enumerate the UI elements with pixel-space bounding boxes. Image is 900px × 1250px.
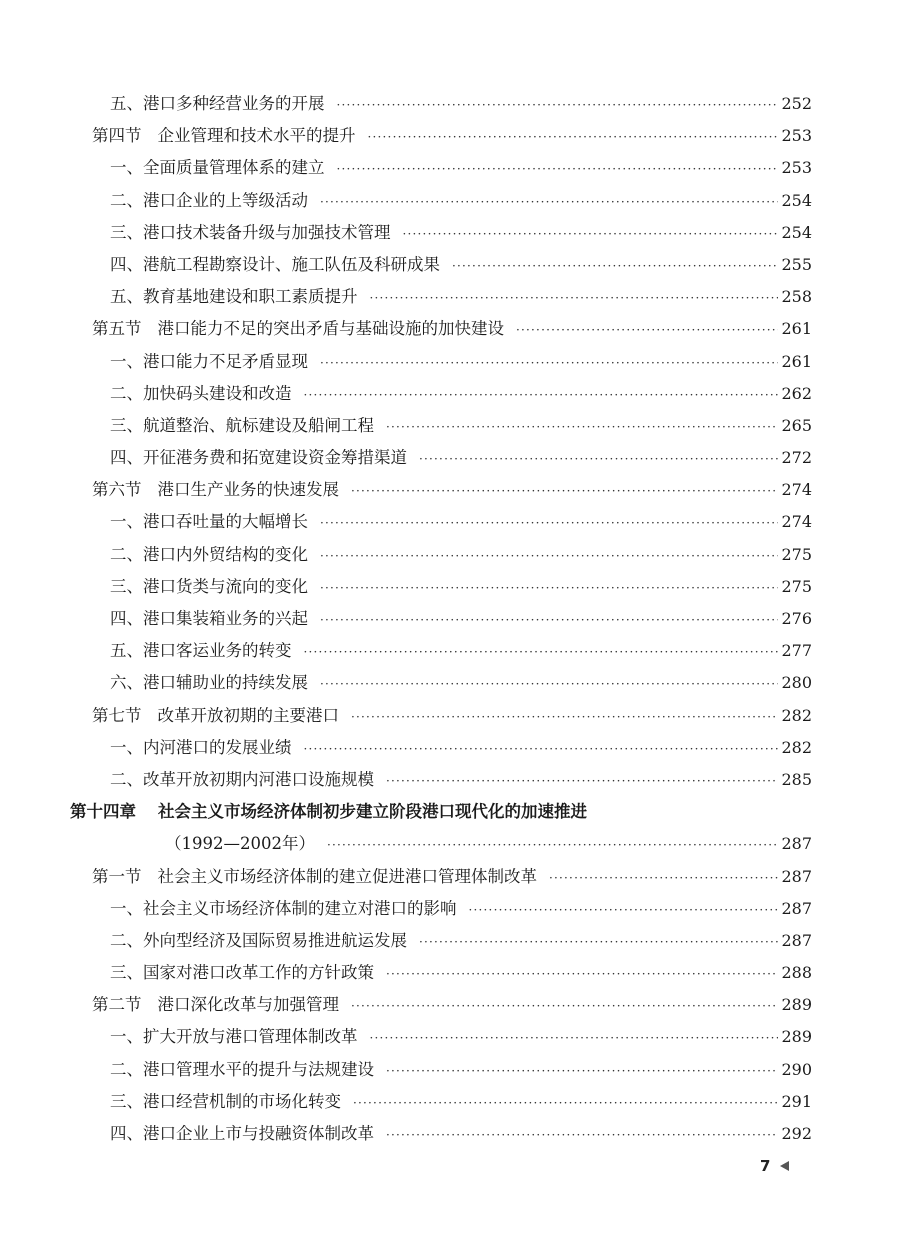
toc-page-number: 252 <box>781 94 812 113</box>
dot-leader <box>452 250 778 282</box>
toc-page-number: 265 <box>781 415 812 435</box>
toc-entry-title <box>70 796 587 828</box>
toc-page-number: 274 <box>781 480 812 500</box>
toc-entry <box>70 378 812 410</box>
toc-entry <box>70 249 812 281</box>
toc-entry-title <box>110 217 391 249</box>
toc-entry-title <box>92 474 339 506</box>
toc-entry-text: 港口深化改革与加强管理 <box>157 995 339 1015</box>
toc-entry <box>70 1118 812 1150</box>
dot-leader <box>320 604 778 636</box>
toc-page-number: 288 <box>781 963 812 983</box>
section-number: 第六节 <box>92 480 142 500</box>
toc-entry <box>70 1086 812 1118</box>
toc-entry-text: 企业管理和技术水平的提升 <box>157 126 356 146</box>
toc-page-number: 258 <box>781 287 812 307</box>
dot-leader <box>320 572 778 604</box>
dot-leader <box>386 1119 778 1151</box>
toc-page-number: 253 <box>781 158 812 178</box>
toc-page-number: 272 <box>781 448 812 468</box>
toc-entry-title <box>92 861 537 893</box>
toc-entry-text: 一、内河港口的发展业绩 <box>110 737 292 757</box>
triangle-left-icon <box>780 1161 789 1171</box>
toc-page-number: 287 <box>781 930 812 950</box>
toc-entry-title <box>110 635 292 667</box>
page-number: 7 <box>760 1157 771 1175</box>
dot-leader <box>370 1022 779 1054</box>
toc-entry-title <box>92 120 356 152</box>
toc-page-number: 275 <box>781 576 812 596</box>
toc-entry <box>70 732 812 764</box>
toc-entry-title <box>110 442 407 474</box>
toc-entry-title <box>110 539 308 571</box>
toc-chapter <box>70 796 812 828</box>
toc-entry <box>70 571 812 603</box>
toc-entry <box>70 539 812 571</box>
toc-entry-text: 五、港口客运业务的转变 <box>110 641 292 661</box>
toc-page-number: 291 <box>781 1091 812 1111</box>
toc-page-number: 276 <box>781 609 812 628</box>
dot-leader <box>320 507 778 539</box>
toc-entry <box>70 828 812 860</box>
section-number: 第一节 <box>92 866 142 886</box>
toc-page-number: 289 <box>781 1027 812 1047</box>
toc-entry-title <box>110 281 358 313</box>
toc-entry-text: 二、港口内外贸结构的变化 <box>110 544 308 564</box>
toc-section <box>70 989 812 1021</box>
dot-leader <box>320 540 778 572</box>
toc-entry-text: 四、开征港务费和拓宽建设资金筹措渠道 <box>110 448 407 468</box>
dot-leader <box>386 1055 778 1087</box>
dot-leader <box>337 153 779 185</box>
toc-entry-text: 五、港口多种经营业务的开展 <box>110 94 325 113</box>
toc-entry-text: 四、港口集装箱业务的兴起 <box>110 609 308 628</box>
toc-entry-text: 一、扩大开放与港口管理体制改革 <box>110 1027 358 1047</box>
dot-leader <box>419 443 778 475</box>
toc-entry-title <box>110 506 308 538</box>
toc-entry-text: 四、港航工程勘察设计、施工队伍及科研成果 <box>110 254 440 274</box>
dot-leader <box>403 218 779 250</box>
dot-leader <box>351 990 778 1022</box>
toc-entry <box>70 893 812 925</box>
toc-section <box>70 313 812 345</box>
toc-entry-title <box>110 410 374 442</box>
toc-page-number: 290 <box>781 1059 812 1079</box>
toc-entry-text: 二、改革开放初期内河港口设施规模 <box>110 769 374 789</box>
toc-entry-title <box>92 989 339 1021</box>
toc-entry-title <box>110 378 292 410</box>
toc-entry-title <box>110 249 440 281</box>
toc-entry-title <box>110 957 374 989</box>
section-number: 第四节 <box>92 126 142 146</box>
toc-entry <box>70 635 812 667</box>
dot-leader <box>304 636 779 668</box>
toc-section <box>70 700 812 732</box>
toc-entry <box>70 442 812 474</box>
toc-page-number: 253 <box>781 126 812 146</box>
toc-page-number: 277 <box>781 641 812 661</box>
toc-entry-text: 三、国家对港口改革工作的方针政策 <box>110 963 374 983</box>
toc-page-number: 262 <box>781 383 812 403</box>
section-number: 第二节 <box>92 995 142 1015</box>
toc-page-number: 292 <box>781 1124 812 1143</box>
toc-entry-text: 三、航道整治、航标建设及船闸工程 <box>110 415 374 435</box>
dot-leader <box>419 926 778 958</box>
toc-entry-title <box>92 700 339 732</box>
toc-entry <box>70 603 812 635</box>
toc-entry-text: 二、外向型经济及国际贸易推进航运发展 <box>110 930 407 950</box>
toc-section <box>70 861 812 893</box>
section-number: 第五节 <box>92 319 142 339</box>
toc-page-number: 289 <box>781 995 812 1015</box>
toc-entry-text: 社会主义市场经济体制初步建立阶段港口现代化的加速推进 <box>158 802 587 822</box>
dot-leader <box>351 701 778 733</box>
toc-entry-title <box>110 1054 374 1086</box>
dot-leader <box>368 121 779 153</box>
toc-entry <box>70 281 812 313</box>
toc-entry-title <box>110 1118 374 1150</box>
toc-page-number: 285 <box>781 769 812 789</box>
toc-entry-text: 一、全面质量管理体系的建立 <box>110 158 325 178</box>
toc-entry-title <box>110 1086 341 1118</box>
section-number: 第七节 <box>92 705 142 725</box>
toc-entry <box>70 88 812 120</box>
toc-entry-text: 三、港口经营机制的市场化转变 <box>110 1091 341 1111</box>
toc-entry-title <box>110 603 308 635</box>
toc-entry-text: 六、港口辅助业的持续发展 <box>110 673 308 693</box>
toc-page-number: 287 <box>781 834 812 854</box>
page-footer <box>760 1157 789 1175</box>
toc-entry-title <box>110 893 457 925</box>
toc-page-number: 254 <box>781 190 812 210</box>
toc-page-number: 282 <box>781 705 812 725</box>
toc-page-number: 254 <box>781 222 812 242</box>
dot-leader <box>516 314 778 346</box>
dot-leader <box>549 862 778 894</box>
toc-entry-title <box>110 152 325 184</box>
toc-section <box>70 120 812 152</box>
dot-leader <box>386 765 778 797</box>
toc-entry <box>70 764 812 796</box>
toc-entry-title <box>110 667 308 699</box>
dot-leader <box>351 475 778 507</box>
toc-entry <box>70 506 812 538</box>
toc-entry-text: 一、港口吞吐量的大幅增长 <box>110 512 308 532</box>
toc-entry <box>70 217 812 249</box>
dot-leader <box>320 186 778 218</box>
dot-leader <box>469 894 779 926</box>
toc-entry <box>70 152 812 184</box>
toc-entry <box>70 925 812 957</box>
dot-leader <box>386 958 778 990</box>
toc-entry-title <box>110 185 308 217</box>
dot-leader <box>327 829 778 861</box>
toc-entry-text: 三、港口技术装备升级与加强技术管理 <box>110 222 391 242</box>
toc-entry-text: 改革开放初期的主要港口 <box>157 705 339 725</box>
toc-entry-title <box>92 313 504 345</box>
toc-entry-text: 三、港口货类与流向的变化 <box>110 576 308 596</box>
toc-page-number: 280 <box>781 673 812 693</box>
toc-entry-title <box>110 1021 358 1053</box>
toc-entry-title <box>110 88 325 120</box>
toc-entry-text: 港口能力不足的突出矛盾与基础设施的加快建设 <box>157 319 504 339</box>
toc-entry-title <box>110 925 407 957</box>
toc-page-number: 274 <box>781 512 812 532</box>
toc-entry-text: 二、港口企业的上等级活动 <box>110 190 308 210</box>
toc-entry <box>70 346 812 378</box>
toc-entry <box>70 410 812 442</box>
toc-page-number: 261 <box>781 319 812 339</box>
dot-leader <box>353 1087 778 1119</box>
toc-entry-title <box>110 764 374 796</box>
toc-entry-text: 一、港口能力不足矛盾显现 <box>110 351 308 371</box>
dot-leader <box>370 282 779 314</box>
toc-entry-title <box>110 571 308 603</box>
toc-entry <box>70 667 812 699</box>
dot-leader <box>320 347 778 379</box>
toc-section <box>70 474 812 506</box>
toc-entry <box>70 1054 812 1086</box>
dot-leader <box>304 733 779 765</box>
toc-entry <box>70 957 812 989</box>
toc-page-number: 261 <box>781 351 812 371</box>
toc-entry <box>70 185 812 217</box>
toc-page-number: 282 <box>781 737 812 757</box>
dot-leader <box>320 668 778 700</box>
toc-page-number: 287 <box>781 866 812 886</box>
toc-page-number: 255 <box>781 254 812 274</box>
table-of-contents <box>70 88 812 1150</box>
chapter-number: 第十四章 <box>70 802 136 822</box>
toc-entry-text: 社会主义市场经济体制的建立促进港口管理体制改革 <box>157 866 537 886</box>
toc-entry-text: 二、加快码头建设和改造 <box>110 383 292 403</box>
toc-entry-title <box>165 828 315 860</box>
toc-entry-text: （1992—2002年） <box>165 834 315 854</box>
toc-entry-text: 五、教育基地建设和职工素质提升 <box>110 287 358 307</box>
toc-entry-text: 四、港口企业上市与投融资体制改革 <box>110 1124 374 1143</box>
toc-entry <box>70 1021 812 1053</box>
toc-entry-title <box>110 346 308 378</box>
dot-leader <box>386 411 778 443</box>
toc-entry-text: 二、港口管理水平的提升与法规建设 <box>110 1059 374 1079</box>
toc-page-number: 275 <box>781 544 812 564</box>
dot-leader <box>304 379 779 411</box>
dot-leader <box>337 89 779 121</box>
toc-page-number: 287 <box>781 898 812 918</box>
toc-entry-text: 一、社会主义市场经济体制的建立对港口的影响 <box>110 898 457 918</box>
toc-entry-title <box>110 732 292 764</box>
toc-entry-text: 港口生产业务的快速发展 <box>157 480 339 500</box>
